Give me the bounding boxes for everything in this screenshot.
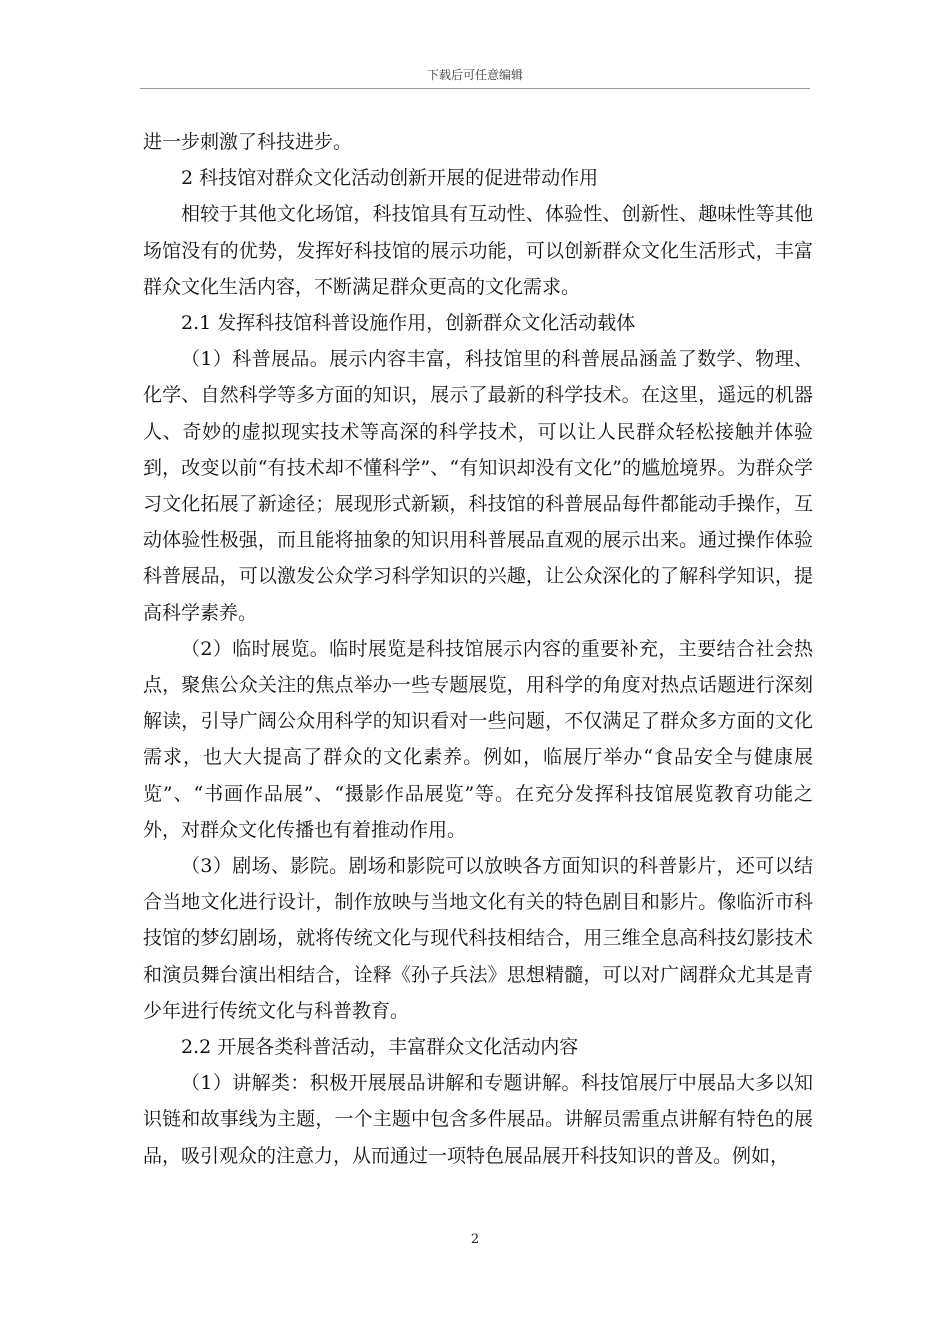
- paragraph-intro: 相较于其他文化场馆，科技馆具有互动性、体验性、创新性、趣味性等其他场馆没有的优势，发挥好科技馆的展示功能，可以创新群众文化生活形式，丰富群众文化生活内容，不断满足群众更高的文化需求。: [143, 203, 813, 298]
- page-header: 下载后可任意编辑: [426, 68, 523, 82]
- paragraph-exhibits: （1）科普展品。展示内容丰富，科技馆里的科普展品涵盖了数学、物理、化学、自然科学等多方面的知识，展示了最新的科学技术。在这里，遥远的机器人、奇妙的虚拟现实技术等高深的科学技术，可以让人民群众轻松接触并体验到，改变以前“有技术却不懂科学”、“有知识却没有文化”的尴尬境界。为群众学习文化拓展了新途径；展现形式新颖，科技馆的科普展品每件都能动手操作，互动体验性极强，而且能将抽象的知识用科普展品直观的展示出来。通过操作体验科普展品，可以激发公众学习科学知识的兴趣，让公众深化的了解科学知识，提高科学素养。: [143, 348, 813, 624]
- document-body: [143, 124, 813, 1174]
- section-heading-2: 2 科技馆对群众文化活动创新开展的促进带动作用: [181, 167, 599, 190]
- paragraph-temporary-exhibitions: （2）临时展览。临时展览是科技馆展示内容的重要补充，主要结合社会热点，聚焦公众关注的焦点举办一些专题展览，用科学的角度对热点话题进行深刻解读，引导广阔公众用科学的知识看对一些问题，不仅满足了群众多方面的文化需求，也大大提高了群众的文化素养。例如，临展厅举办“食品安全与健康展览”、“书画作品展”、“摄影作品展览”等。在充分发挥科技馆展览教育功能之外，对群众文化传播也有着推动作用。: [143, 637, 813, 841]
- subsection-heading-2-2: 2.2 开展各类科普活动，丰富群众文化活动内容: [181, 1036, 579, 1059]
- paragraph-theaters: （3）剧场、影院。剧场和影院可以放映各方面知识的科普影片，还可以结合当地文化进行设计，制作放映与当地文化有关的特色剧目和影片。像临沂市科技馆的梦幻剧场，就将传统文化与现代科技相结合，用三维全息高科技幻影技术和演员舞台演出相结合，诠释《孙子兵法》思想精髓，可以对广阔群众尤其是青少年进行传统文化与科普教育。: [143, 855, 813, 1022]
- subsection-heading-2-1: 2.1 发挥科技馆科普设施作用，创新群众文化活动载体: [181, 312, 636, 335]
- page-number: 2: [470, 1232, 480, 1247]
- paragraph-continuation: 进一步刺激了科技进步。: [143, 131, 353, 153]
- header-divider: [140, 88, 810, 89]
- paragraph-explanation: （1）讲解类：积极开展展品讲解和专题讲解。科技馆展厅中展品大多以知识链和故事线为主题，一个主题中包含多件展品。讲解员需重点讲解有特色的展品，吸引观众的注意力，从而通过一项特色展品展开科技知识的普及。例如，: [143, 1072, 813, 1167]
